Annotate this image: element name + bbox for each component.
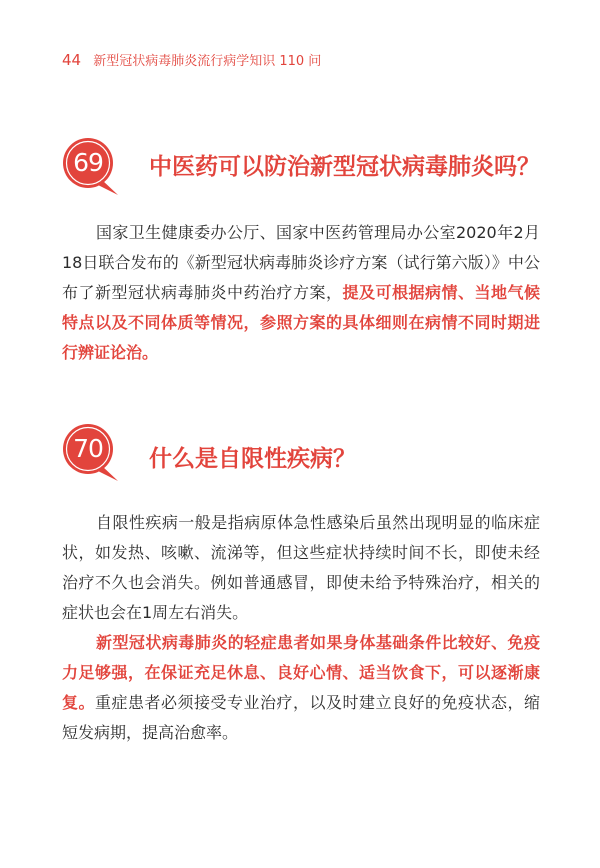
question-badge-icon	[62, 423, 120, 481]
answer-highlight: 新型冠状病毒肺炎的轻症患者如果身体基础条件比较好、免疫力足够强，在保证充足休息、良好心情、适当饮食下，可以逐渐康复。	[62, 633, 540, 712]
question-title: 中医药可以防治新型冠状病毒肺炎吗？	[149, 154, 540, 180]
answer-text: 重症患者必须接受专业治疗，以及时建立良好的免疫状态，缩短发病期，提高治愈率。	[62, 693, 540, 742]
answer-paragraph	[62, 628, 540, 748]
question-title: 什么是自限性疾病？	[149, 446, 356, 472]
running-header	[62, 50, 321, 69]
question-number: 69	[73, 148, 103, 177]
page-number: 44	[62, 51, 82, 69]
question-number: 70	[73, 434, 103, 463]
answer-text: 国家卫生健康委办公厅、国家中医药管理局办公室2020年2月18日联合发布的《新型冠状病毒肺炎诊疗方案（试行第六版）》中公布了新型冠状病毒肺炎中药治疗方案，	[62, 223, 540, 302]
answer-paragraph	[62, 218, 540, 368]
book-title: 新型冠状病毒肺炎流行病学知识 110 问	[93, 54, 322, 69]
answer-highlight: 提及可根据病情、当地气候特点以及不同体质等情况，参照方案的具体细则在病情不同时期进行辨证论治。	[62, 283, 540, 362]
question-badge-icon	[62, 137, 120, 195]
answer-paragraph: 自限性疾病一般是指病原体急性感染后虽然出现明显的临床症状，如发热、咳嗽、流涕等，但这些症状持续时间不长，即使未经治疗不久也会消失。例如普通感冒，即使未给予特殊治疗，相关的症状也会在1周左右消失。	[62, 513, 540, 622]
